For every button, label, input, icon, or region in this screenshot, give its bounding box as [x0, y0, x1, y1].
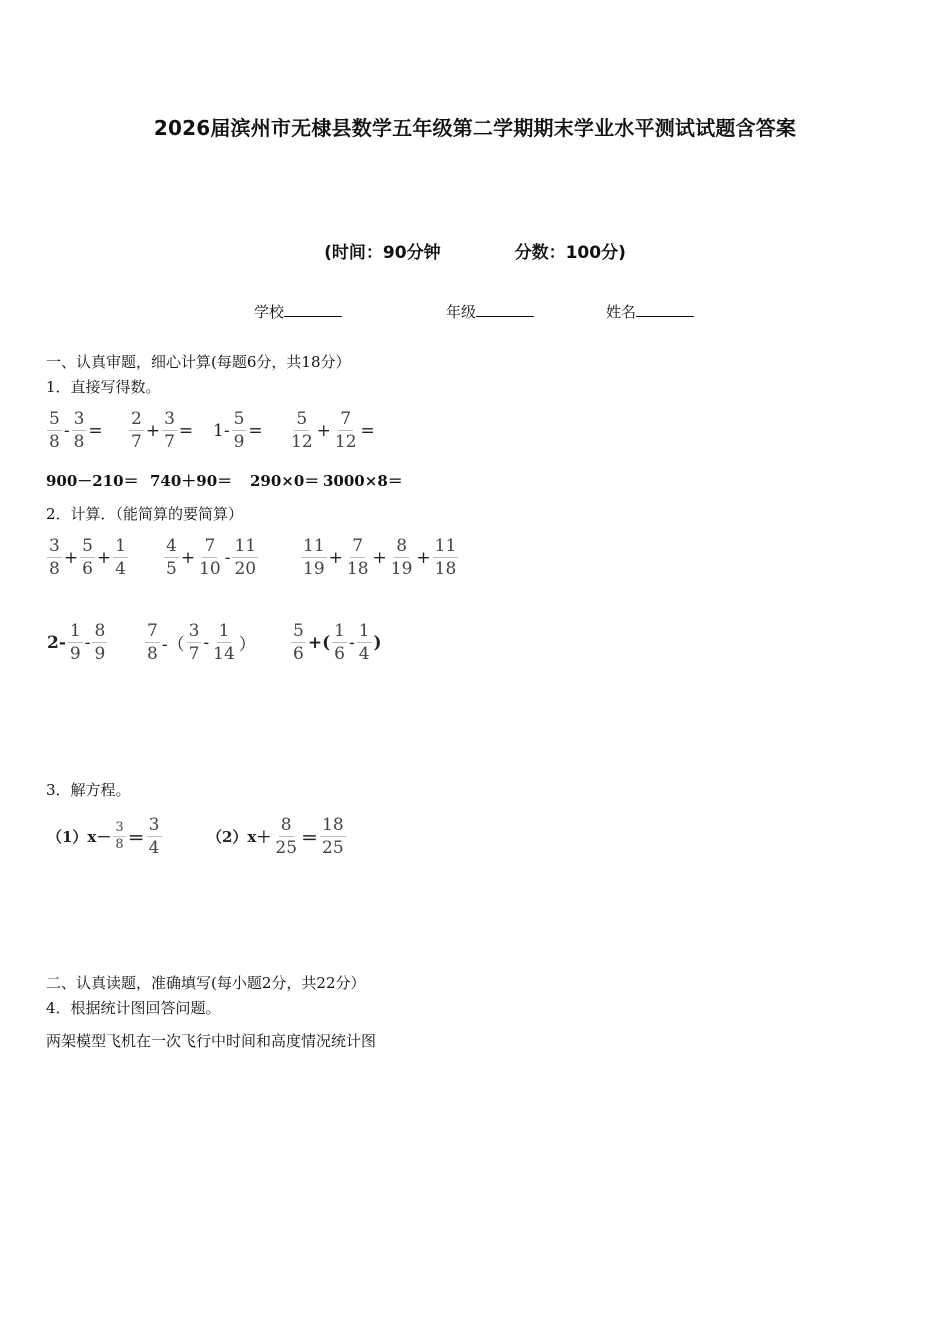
name-label: 姓名	[606, 303, 637, 321]
fraction: $\frac{11}{19}$	[303, 536, 325, 579]
q2-expr-4: 2- $\frac{1}{9}$ - $\frac{8}{9}$	[47, 621, 106, 664]
fraction: $\frac{3}{8}$	[49, 536, 60, 579]
fraction: $\frac{5}{9}$	[233, 409, 245, 452]
q2-expr-3: $\frac{11}{19}$ + $\frac{7}{18}$ + $\frac{8}{19}$ + $\frac{11}{18}$	[303, 536, 457, 579]
fraction: $\frac{11}{18}$	[434, 536, 457, 579]
fraction: $\frac{3}{7}$	[188, 621, 200, 664]
fraction: $\frac{11}{20}$	[234, 536, 257, 579]
q1-expr-1: $\frac{5}{8}$ - $\frac{3}{8}$ =	[49, 409, 103, 452]
fraction: $\frac{7}{10}$	[199, 536, 221, 579]
q2-expr-1: $\frac{3}{8}$ + $\frac{5}{6}$ + $\frac{1}{4}$	[49, 536, 126, 579]
fraction: $\frac{2}{7}$	[131, 409, 142, 452]
school-field[interactable]	[254, 301, 342, 322]
q2-expr-6: $\frac{5}{6}$ +( $\frac{1}{6}$ - $\frac{1}{4}$ )	[293, 621, 382, 664]
q1-expr-4: $\frac{5}{12}$ + $\frac{7}{12}$ =	[291, 409, 375, 452]
q1-row2-item: 900－210＝	[46, 472, 139, 490]
q1-expr-2: $\frac{2}{7}$ + $\frac{3}{7}$ =	[131, 409, 194, 452]
q1-label: 1．直接写得数。	[46, 378, 161, 396]
q3-label: 3．解方程。	[46, 781, 131, 799]
fraction: $\frac{1}{6}$	[334, 621, 345, 664]
fraction: $\frac{5}{6}$	[82, 536, 93, 579]
q2-expr-2: $\frac{4}{5}$ + $\frac{7}{10}$ - $\frac{11}{20}$	[166, 536, 257, 579]
fraction: $\frac{8}{19}$	[390, 536, 413, 579]
fraction: $\frac{4}{5}$	[166, 536, 177, 579]
fraction: $\frac{8}{25}$	[275, 815, 298, 858]
grade-field[interactable]	[446, 301, 534, 322]
fraction: $\frac{7}{18}$	[346, 536, 369, 579]
q1-row2-item: 290×0＝	[250, 472, 320, 490]
fraction: $\frac{8}{9}$	[94, 621, 106, 664]
fraction: $\frac{18}{25}$	[322, 815, 344, 858]
fraction: $\frac{5}{12}$	[291, 409, 313, 452]
section1-heading: 一、认真审题，细心计算(每题6分，共18分）	[46, 353, 351, 371]
q2-expr-5: $\frac{7}{8}$ -（ $\frac{3}{7}$ - $\frac{1}{14}$ ）	[147, 621, 256, 664]
fraction: $\frac{1}{9}$	[69, 621, 81, 664]
section2-heading: 二、认真读题，准确填写(每小题2分，共22分）	[46, 974, 366, 992]
chart-caption: 两架模型飞机在一次飞行中时间和高度情况统计图	[46, 1032, 377, 1050]
exam-score: 分数：100分)	[514, 243, 626, 263]
q1-row2-item: 3000×8＝	[323, 472, 403, 490]
fraction: $\frac{1}{4}$	[115, 536, 126, 579]
exam-time: (时间：90分钟	[324, 243, 441, 263]
q2-label: 2．计算．（能简算的要简算）	[46, 505, 244, 523]
grade-label: 年级	[446, 303, 477, 321]
q1-row2-item: 740＋90＝	[150, 472, 233, 490]
school-label: 学校	[254, 303, 285, 321]
fraction: $\frac{3}{8}$	[115, 820, 124, 852]
q1-expr-3: 1- $\frac{5}{9}$ =	[213, 409, 263, 452]
fraction: $\frac{1}{14}$	[213, 621, 235, 664]
page-title: 2026届滨州市无棣县数学五年级第二学期期末学业水平测试试题含答案	[153, 116, 797, 140]
q4-label: 4．根据统计图回答问题。	[46, 999, 221, 1017]
exam-info	[0, 238, 950, 263]
fraction: $\frac{7}{8}$	[147, 621, 158, 664]
q3-equation-2: （2）x＋ $\frac{8}{25}$ ＝ $\frac{18}{25}$	[207, 815, 344, 858]
fraction: $\frac{1}{4}$	[358, 621, 370, 664]
fraction: $\frac{5}{8}$	[49, 409, 60, 452]
q3-equation-1: （1）x－ $\frac{3}{8}$ ＝ $\frac{3}{4}$	[47, 815, 160, 858]
name-field[interactable]	[606, 301, 694, 322]
fraction: $\frac{3}{8}$	[73, 409, 85, 452]
fraction: $\frac{3}{4}$	[148, 815, 160, 858]
fraction: $\frac{5}{6}$	[293, 621, 304, 664]
fraction: $\frac{7}{12}$	[334, 409, 357, 452]
fraction: $\frac{3}{7}$	[164, 409, 175, 452]
